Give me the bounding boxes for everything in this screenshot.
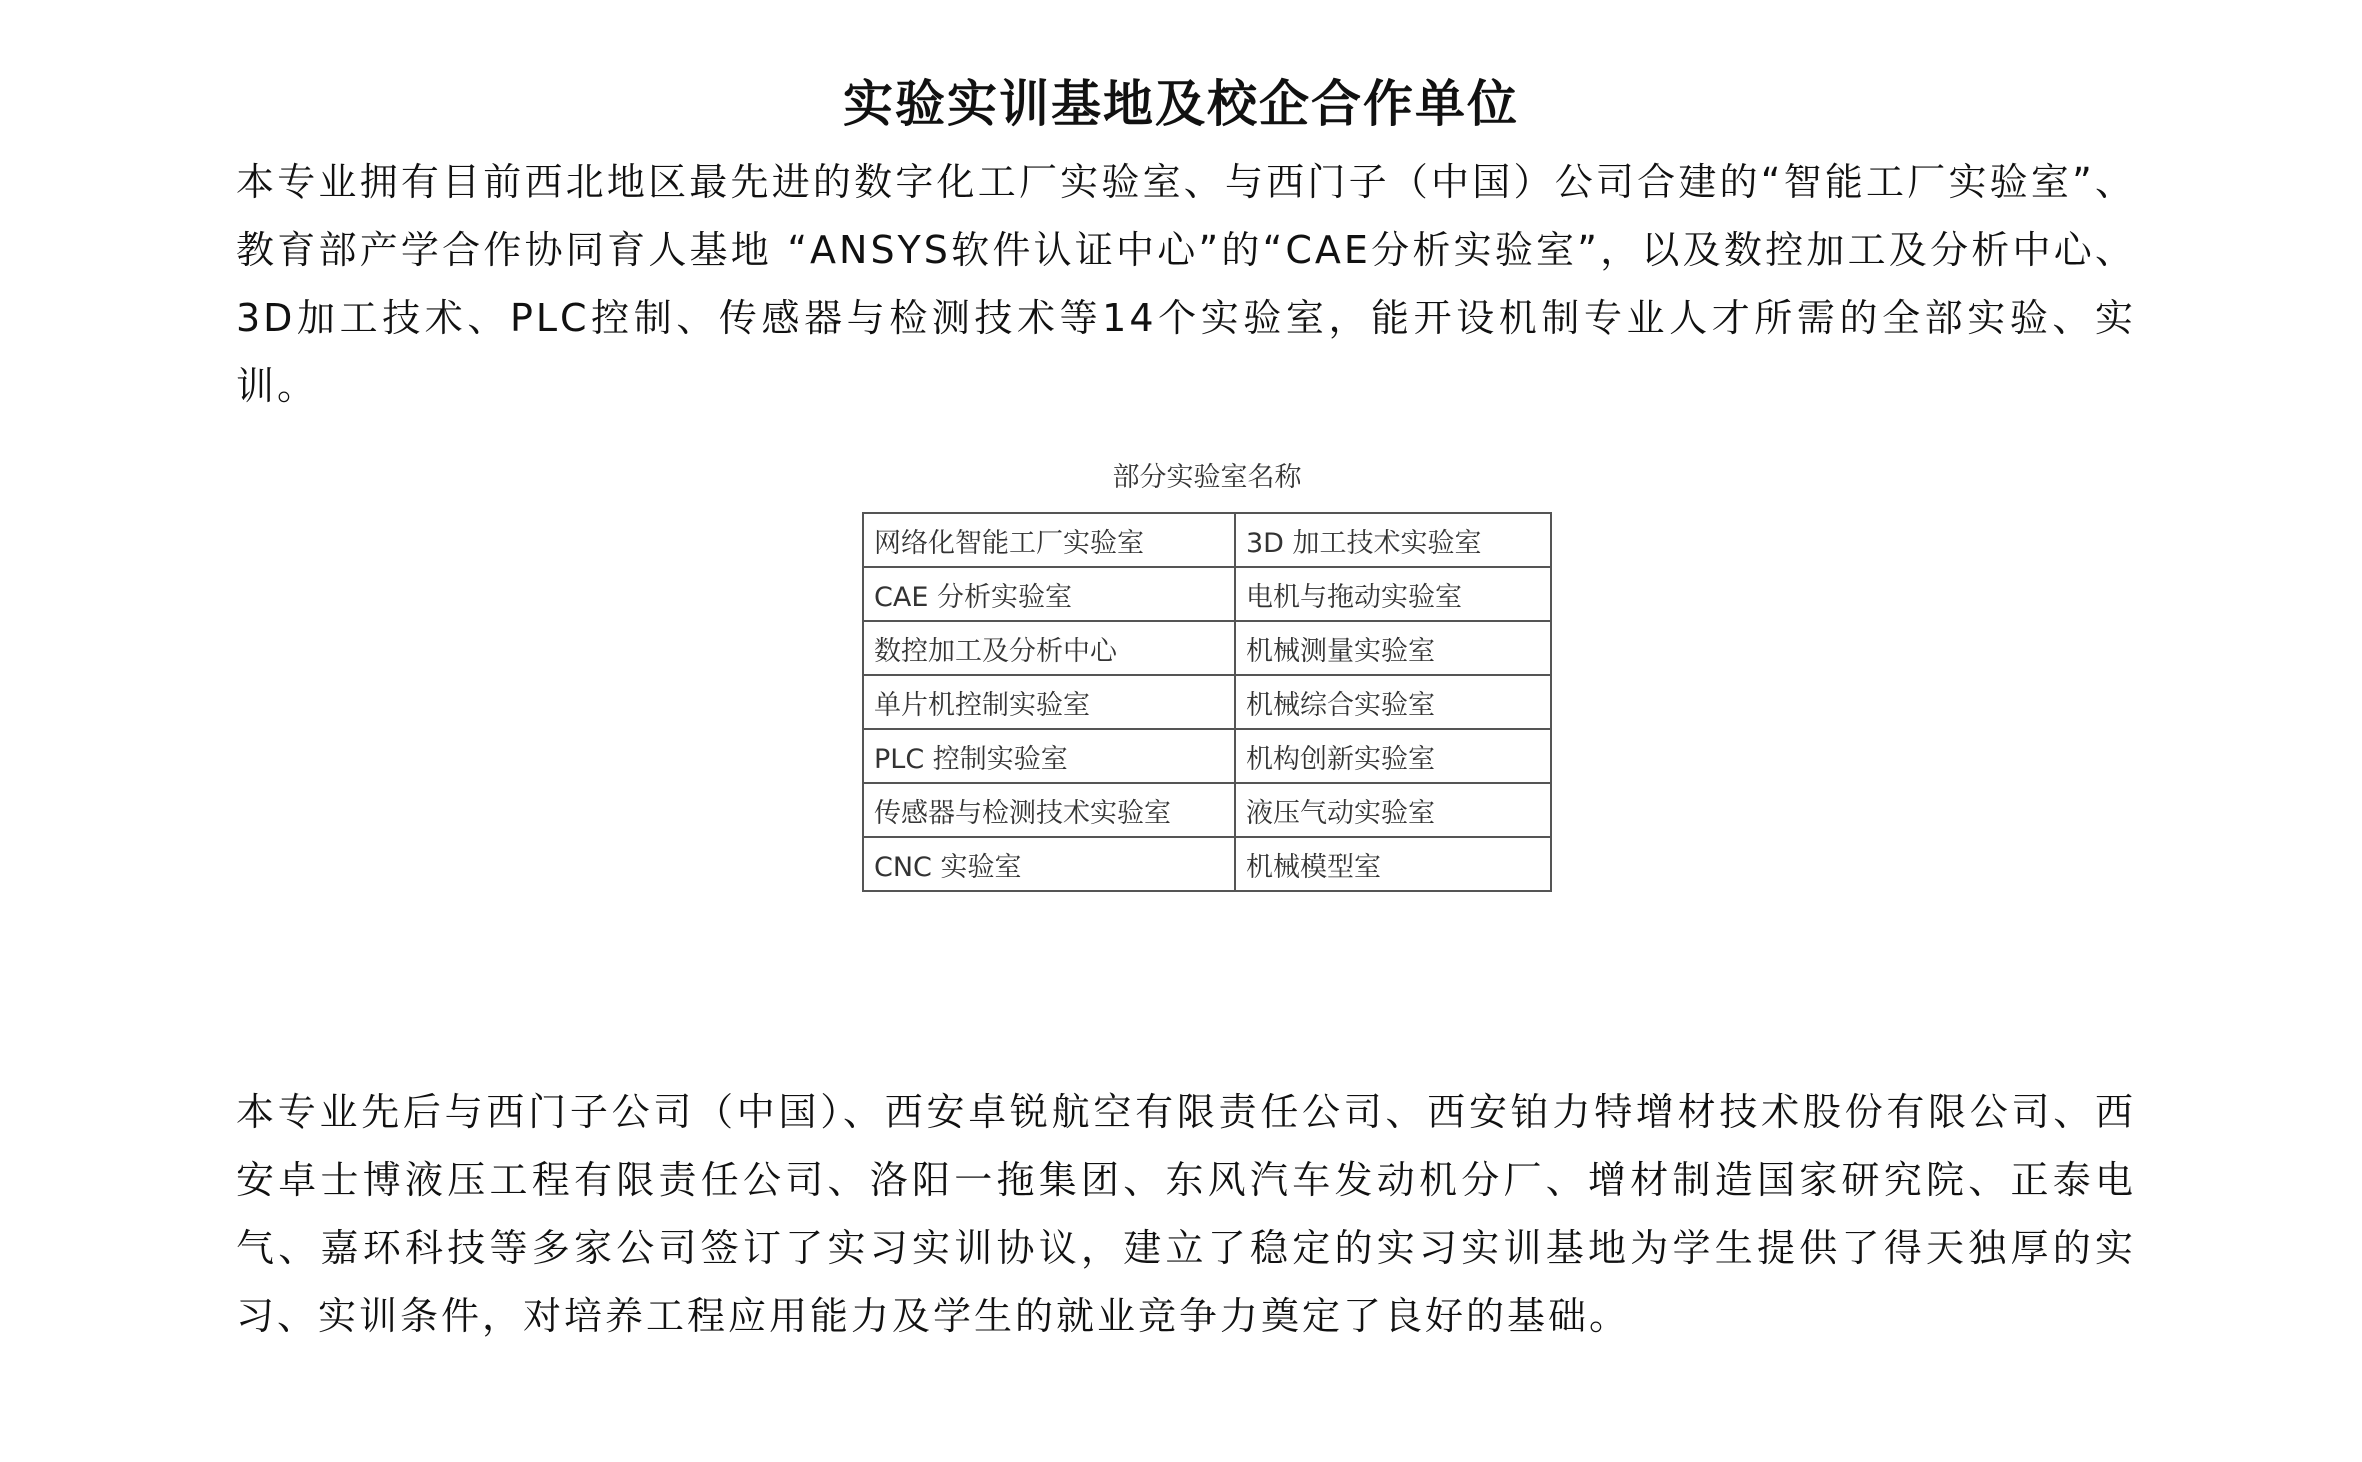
table-row	[863, 513, 1551, 567]
table-cell: 电机与拖动实验室	[1235, 567, 1551, 621]
table-cell: CAE 分析实验室	[863, 567, 1235, 621]
table-cell: 传感器与检测技术实验室	[863, 783, 1235, 837]
table-cell: 机械综合实验室	[1235, 675, 1551, 729]
table-row	[863, 783, 1551, 837]
paragraph-partners: 本专业先后与西门子公司（中国）、西安卓锐航空有限责任公司、西安铂力特增材技术股份有限公司、西安卓士博液压工程有限责任公司、洛阳一拖集团、东风汽车发动机分厂、增材制造国家研究院、正泰电气、嘉环科技等多家公司签订了实习实训协议，建立了稳定的实习实训基地为学生提供了得天独厚的实习、实训条件，对培养工程应用能力及学生的就业竞争力奠定了良好的基础。	[236, 1090, 2136, 1338]
table-cell: 网络化智能工厂实验室	[863, 513, 1235, 567]
table-cell: 机械测量实验室	[1235, 621, 1551, 675]
table-row	[863, 621, 1551, 675]
table-cell: 液压气动实验室	[1235, 783, 1551, 837]
lab-table	[862, 512, 1552, 892]
page-title: 实验实训基地及校企合作单位	[843, 74, 1519, 133]
table-row	[863, 675, 1551, 729]
paragraph-lab-intro: 本专业拥有目前西北地区最先进的数字化工厂实验室、与西门子（中国）公司合建的“智能工厂实验室”、教育部产学合作协同育人基地 “ANSYS软件认证中心”的“CAE分析实验室”，以及数控加工及分析中心、3D加工技术、PLC控制、传感器与检测技术等14个实验室，能开设机制专业人才所需的全部实验、实训。	[236, 160, 2136, 408]
table-row	[863, 837, 1551, 891]
table-cell: 3D 加工技术实验室	[1235, 513, 1551, 567]
table-cell: PLC 控制实验室	[863, 729, 1235, 783]
table-cell: 数控加工及分析中心	[863, 621, 1235, 675]
table-caption: 部分实验室名称	[1112, 462, 1302, 493]
table-row	[863, 729, 1551, 783]
table-row	[863, 567, 1551, 621]
table-cell: 机械模型室	[1235, 837, 1551, 891]
lab-table-figure	[862, 456, 1552, 892]
table-cell: CNC 实验室	[863, 837, 1235, 891]
table-cell: 机构创新实验室	[1235, 729, 1551, 783]
table-cell: 单片机控制实验室	[863, 675, 1235, 729]
